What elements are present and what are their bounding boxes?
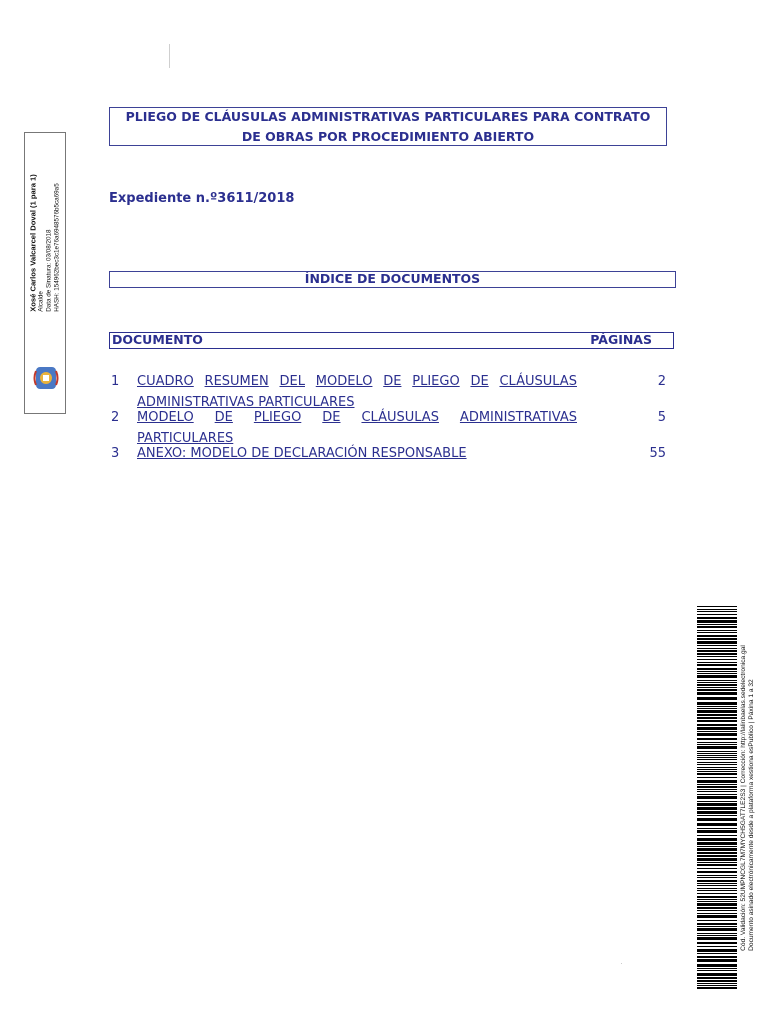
- barcode-icon: [697, 606, 737, 989]
- index-title: ÍNDICE DE DOCUMENTOS: [304, 271, 481, 286]
- document-title-line1: PLIEGO DE CLÁUSULAS ADMINISTRATIVAS PARTICULARES PARA CONTRATO: [125, 109, 651, 124]
- page-dot: [621, 963, 622, 964]
- row-pages: 5: [657, 410, 666, 425]
- validation-code: Cód. Validación: 52UMPNCGL7M7MYCH5GAT7LE2S3 | Corrección: http://lalinbaelas.sedelectronica.gal: [740, 644, 747, 951]
- column-document: DOCUMENTO: [112, 332, 203, 347]
- link-word: RESUMEN: [204, 374, 269, 389]
- document-link-1[interactable]: [137, 374, 577, 389]
- signature-stamp: [24, 132, 66, 414]
- document-link-3[interactable]: ANEXO: MODELO DE DECLARACIÓN RESPONSABLE: [137, 446, 467, 461]
- link-word: MODELO: [315, 374, 373, 389]
- expediente-number: Expediente n.º3611/2018: [109, 191, 295, 206]
- index-table-header: [109, 332, 674, 349]
- signature-date: Data de Sinatura: 03/08/2018: [45, 229, 53, 312]
- row-pages: 2: [657, 374, 666, 389]
- row-pages: 55: [649, 446, 666, 461]
- document-title-box: [109, 107, 667, 146]
- signature-hash: HASH: 154962bec3c1e76a6948576b5ca69a5: [53, 183, 61, 312]
- link-word: ADMINISTRATIVAS: [459, 410, 577, 425]
- link-word: DEL: [279, 374, 305, 389]
- row-number: 1: [111, 374, 120, 389]
- link-word: PLIEGO: [412, 374, 460, 389]
- link-word: MODELO: [137, 410, 194, 425]
- row-number: 2: [111, 410, 120, 425]
- link-word: DE: [383, 374, 402, 389]
- index-heading-box: [109, 271, 676, 288]
- column-pages: PÁGINAS: [590, 332, 652, 347]
- municipal-seal-icon: [33, 365, 59, 391]
- signature-platform-note: Documento asinado electrónicamente desde a plataforma xestiona esPublico | Páxina 1 a 32: [748, 678, 755, 951]
- document-link-2[interactable]: [137, 410, 577, 425]
- document-link-1-line2[interactable]: ADMINISTRATIVAS PARTICULARES: [137, 395, 355, 410]
- document-link-2-line2[interactable]: PARTICULARES: [137, 431, 234, 446]
- validation-text-block: [738, 606, 758, 989]
- signature-text-block: [27, 143, 63, 343]
- link-word: DE: [214, 410, 233, 425]
- row-number: 3: [111, 446, 120, 461]
- link-word: CLÁUSULAS: [361, 410, 439, 425]
- link-word: CUADRO: [137, 374, 194, 389]
- signer-name: Xosé Carlos Valcarcel Doval (1 para 1): [28, 174, 38, 312]
- link-word: DE: [322, 410, 341, 425]
- link-word: DE: [470, 374, 489, 389]
- signer-role: Alcalde: [37, 291, 45, 312]
- top-margin-tick: [169, 44, 170, 68]
- document-title-line2: DE OBRAS POR PROCEDIMIENTO ABIERTO: [241, 129, 535, 144]
- link-word: PLIEGO: [253, 410, 302, 425]
- link-word: CLÁUSULAS: [499, 374, 577, 389]
